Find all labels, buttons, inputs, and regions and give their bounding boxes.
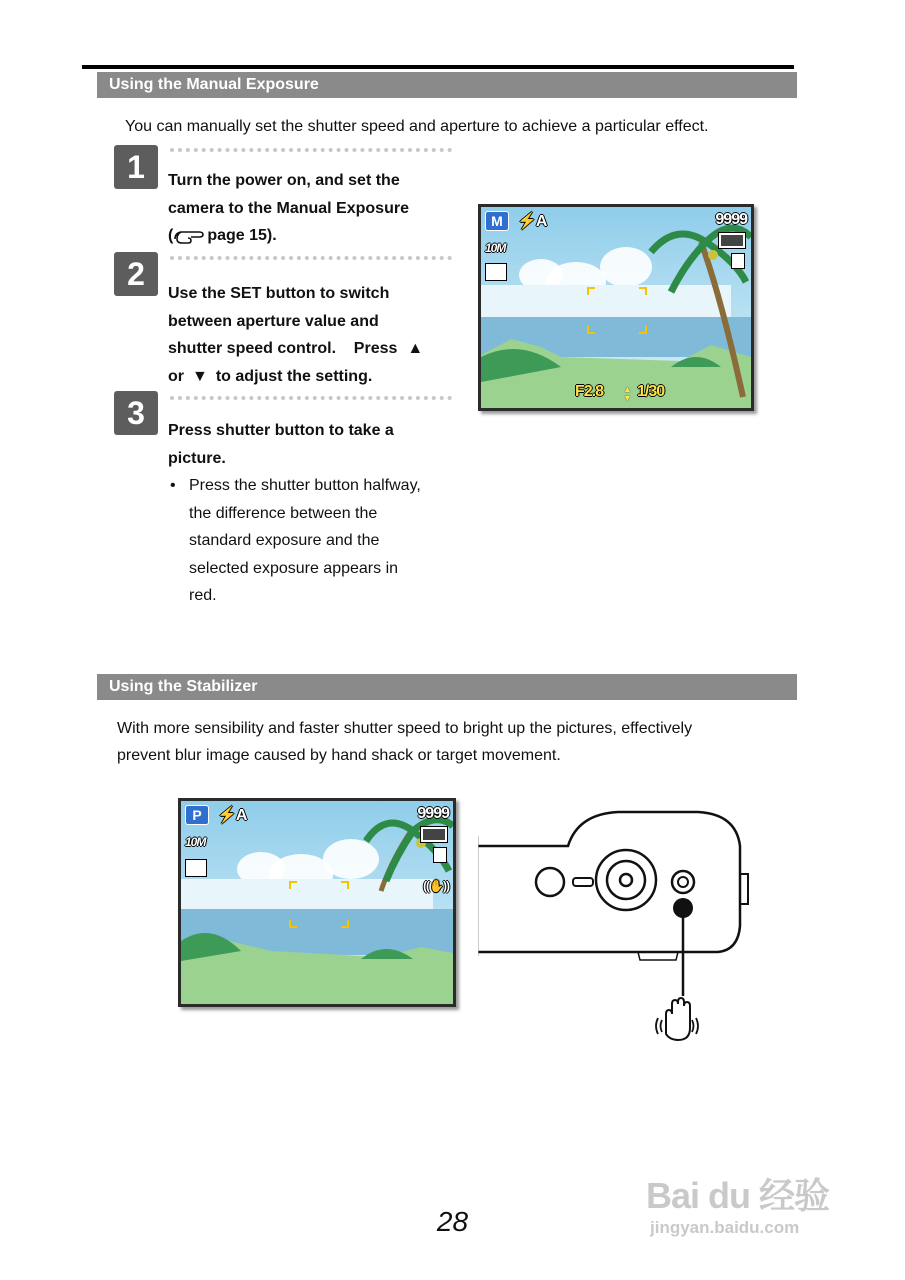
focus-corner-br [639,326,647,334]
bullet-dot-icon: • [170,477,176,494]
quality-icon [485,263,507,281]
lcd-preview-program [178,798,456,1007]
step-2-badge: 2 [114,252,158,296]
step-1-text [168,167,458,250]
step-2-or: or [168,367,184,385]
step-2-line-1: Use the SET button to switch [168,285,390,302]
page-number: 28 [436,1206,469,1237]
step-1-divider [170,148,452,152]
focus-corner-bl [587,326,595,334]
image-size: 10M [185,835,206,849]
shots-remaining: 9999 [417,805,449,822]
power-button-icon [536,868,564,896]
focus-corner-tl [587,287,595,295]
shutter-value: 1/30 [637,383,665,400]
bullet-line-3: standard exposure and the [189,532,380,549]
top-rule [82,65,794,69]
step-2-line-3 [168,335,458,363]
stabilizer-intro-line-1: With more sensibility and faster shutter speed to bright up the pictures, effectively [117,720,693,737]
focus-corner-tr [639,287,647,295]
stabilizer-hand-icon: ((✋)) [423,879,449,893]
beach-scene [181,801,453,1004]
bullet-line-1: Press the shutter button halfway, [189,477,421,494]
step-2-text [168,280,458,390]
up-arrow-icon: ▲ [407,340,424,357]
section-title-manual-exposure: Using the Manual Exposure [97,72,797,98]
shots-remaining: 9999 [715,211,747,228]
step-1-paren: ( [168,227,174,244]
watermark-url: jingyan.baidu.com [650,1218,800,1237]
bullet-line-4: selected exposure appears in [189,559,399,577]
flash-auto-icon: ⚡A [517,213,547,230]
manual-exposure-intro: You can manually set the shutter speed and aperture to achieve a particular effect. [125,118,709,135]
focus-corner-tl [289,881,297,889]
image-size: 10M [485,241,506,255]
step-2-adjust: to adjust the setting. [215,367,373,385]
step-2-line-4 [168,363,458,391]
stabilizer-intro [117,715,692,769]
step-1-badge: 1 [114,145,158,189]
battery-icon [719,233,745,248]
bullet-line-2: the difference between the [189,504,378,522]
flash-auto-icon: ⚡A [217,807,247,824]
focus-corner-tr [341,881,349,889]
step-1-line-3 [168,222,458,250]
mode-badge: P [185,805,209,825]
mode-badge: M [485,211,509,231]
card-icon [433,847,447,863]
battery-icon [421,827,447,842]
bullet-line-5: red. [189,587,217,604]
pointing-hand-icon [173,223,207,245]
step-2-line-2: between aperture value and [168,312,379,330]
quality-icon [185,859,207,877]
up-down-arrows-icon: ▲ ▼ [623,384,632,403]
down-arrow-icon: ▼ [192,367,208,385]
stabilizer-intro-line-2: prevent blur image caused by hand shack or target movement. [117,747,561,764]
focus-corner-bl [289,920,297,928]
card-icon [731,253,745,269]
step-3-line-1: Press shutter button to take a [168,422,394,439]
watermark-logo: Bai du 经验 [646,1175,830,1216]
step-3-text [168,417,458,472]
step-3-line-2: picture. [168,449,226,467]
camera-top-illustration [478,806,750,1050]
step-2-press: shutter speed control. Press [168,340,398,357]
beach-scene [481,207,751,408]
step-1-page-ref: page 15). [207,227,277,244]
section-title-stabilizer: Using the Stabilizer [97,674,797,700]
step-1-line-2: camera to the Manual Exposure [168,199,409,217]
step-3-divider [170,396,452,400]
aperture-value: F2.8 [575,383,604,400]
step-3-bullet [189,472,449,610]
step-1-line-1: Turn the power on, and set the [168,172,400,189]
step-2-divider [170,256,452,260]
stabilizer-hand-icon [656,998,698,1040]
lcd-preview-manual [478,204,754,411]
focus-corner-br [341,920,349,928]
step-3-badge: 3 [114,391,158,435]
